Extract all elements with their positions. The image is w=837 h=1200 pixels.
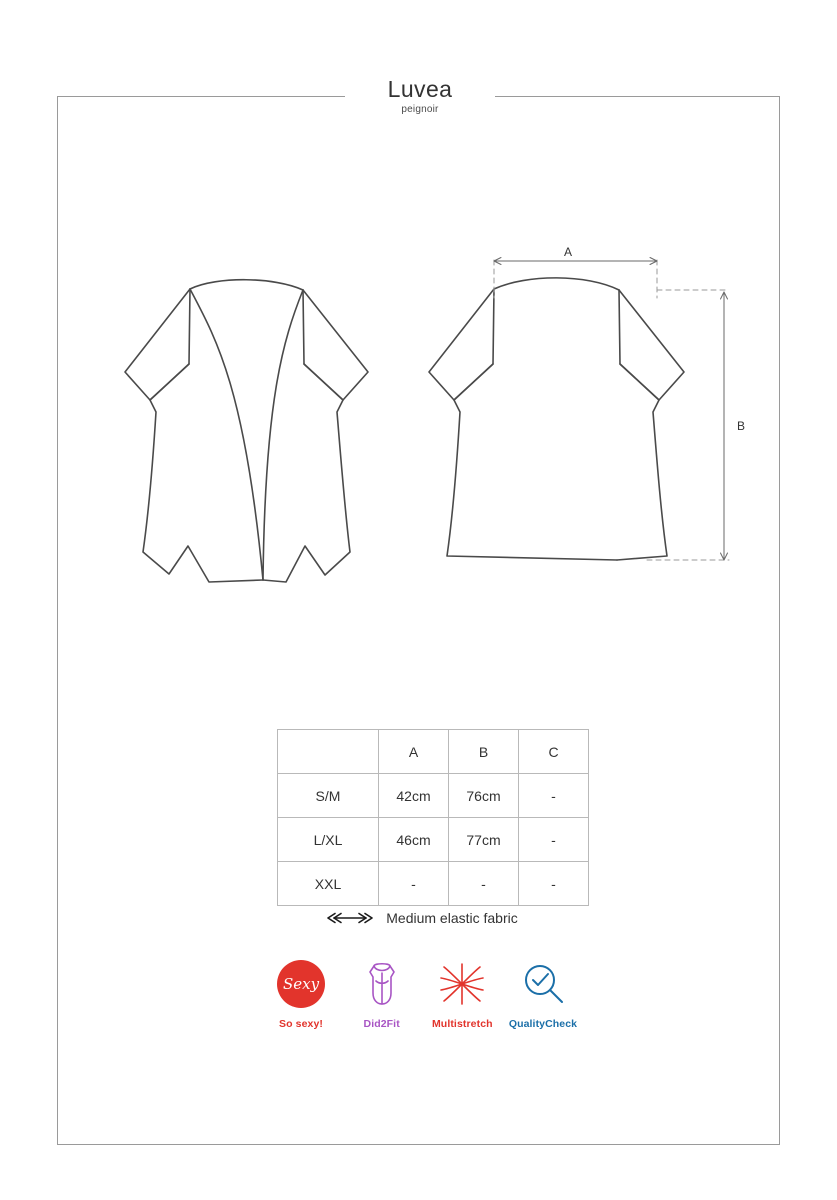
magnifier-check-icon: [504, 958, 582, 1010]
sexy-circle-text: Sexy: [282, 975, 320, 993]
table-header-row: [278, 730, 589, 774]
stretch-arrows-icon: [423, 958, 501, 1010]
badge-so-sexy: [262, 958, 340, 1030]
double-arrow-icon: [324, 911, 376, 925]
cell-a: 42cm: [379, 774, 449, 818]
page-title: Luvea: [387, 76, 453, 102]
table-row: [278, 862, 589, 906]
badge-did2fit: [343, 958, 421, 1030]
badge-multistretch-label: Multistretch: [431, 1018, 493, 1030]
elastic-fabric-note: [277, 910, 565, 926]
title-block: [345, 72, 495, 128]
product-type-label: peignoir: [401, 104, 439, 115]
badge-multistretch: [423, 958, 501, 1030]
dimension-a-arrow: [494, 258, 657, 265]
dimension-b-arrow: [721, 292, 728, 560]
header-cell-blank: [278, 730, 379, 774]
sexy-circle-icon: [262, 958, 340, 1010]
badge-so-sexy-label: So sexy!: [279, 1018, 323, 1030]
cell-a: -: [379, 862, 449, 906]
cell-c: -: [519, 818, 589, 862]
cell-c: -: [519, 774, 589, 818]
table-row: [278, 818, 589, 862]
table-row: [278, 774, 589, 818]
elastic-note-text: Medium elastic fabric: [386, 910, 518, 926]
cell-b: 77cm: [449, 818, 519, 862]
bodysuit-icon: [343, 958, 421, 1010]
size-chart-table: [277, 729, 589, 906]
dimension-a-label: A: [563, 245, 573, 259]
row-size-label: XXL: [278, 862, 379, 906]
back-garment-illustration: [429, 278, 684, 560]
measurement-guides: [494, 260, 729, 560]
feature-badges: [262, 958, 582, 1030]
row-size-label: S/M: [278, 774, 379, 818]
technical-drawing-area: [57, 230, 780, 630]
badge-qualitycheck: [504, 958, 582, 1030]
cell-b: 76cm: [449, 774, 519, 818]
cell-b: -: [449, 862, 519, 906]
header-cell-c: C: [519, 730, 589, 774]
header-cell-b: B: [449, 730, 519, 774]
header-cell-a: A: [379, 730, 449, 774]
dimension-b-label: B: [736, 419, 746, 433]
badge-qualitycheck-label: QualityCheck: [508, 1018, 578, 1030]
front-garment-illustration: [125, 280, 368, 582]
cell-c: -: [519, 862, 589, 906]
badge-did2fit-label: Did2Fit: [363, 1018, 400, 1030]
row-size-label: L/XL: [278, 818, 379, 862]
cell-a: 46cm: [379, 818, 449, 862]
